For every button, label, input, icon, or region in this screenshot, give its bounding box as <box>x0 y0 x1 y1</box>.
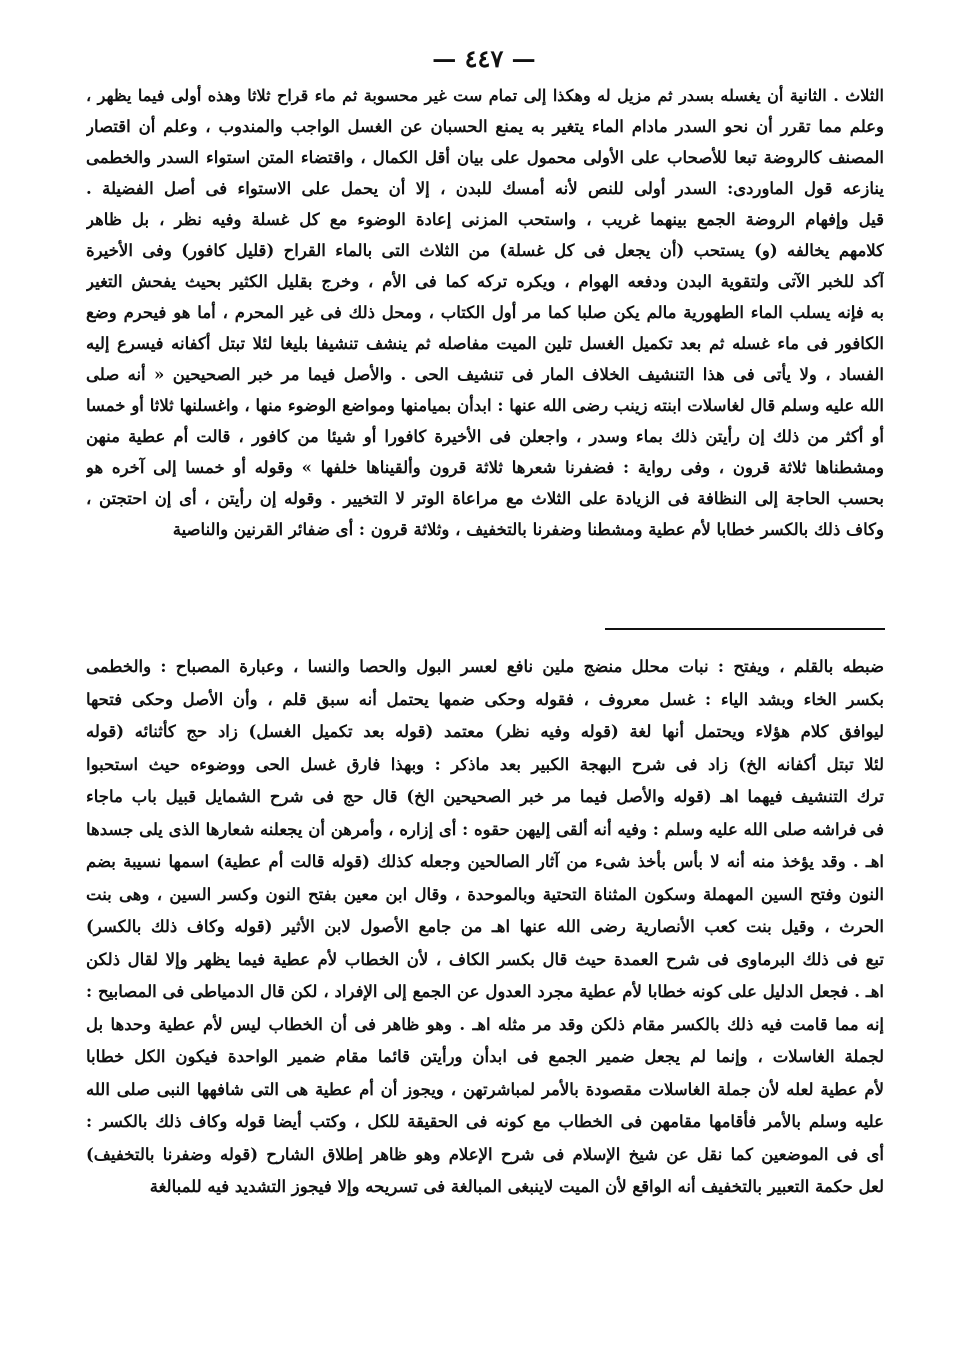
main-text-line: آكد للخبر الآتى ولتقوية البدن ودفعه الهوام ، ويكره تركه كما فى الأم ، وخرج بقليل الكثير بحيث يفحش التغير <box>86 272 884 291</box>
main-text-line: كلامهم يخالفه (و) يستحب (أن يجعل فى كل غسلة) من الثلاث التى بالماء القراح (قليل كافور) وفى الأخيرة <box>86 241 884 260</box>
main-text-block <box>86 80 884 545</box>
main-text-line: الله عليه وسلم قال لغاسلات ابنته زينب رضى الله عنها : ابدأن بميامنها ومواضع الوضوء منها ، واغسلنها ثلاثا أو خمسا <box>86 396 884 415</box>
commentary-line: اهـ . وقد يؤخذ منه أنه لا بأس بأخذ شىء من آثار الصالحين وجعله كذلك (قوله قالت أم عطية) اسمها نسيبة بضم <box>86 852 884 871</box>
commentary-line: أى فى الموضعين كما نقل عن شيخ الإسلام فى شرح الإعلام وهو ظاهر إطلاق الشارح (قوله وضفرنا بالتخفيف) <box>86 1144 884 1164</box>
commentary-line: لأم عطية لعله لأن جملة الغاسلات مقصودة بالأمر لمباشرتهن ، ويجوز أن أم عطية هى التى شافهها النبى صلى الله <box>86 1079 884 1099</box>
commentary-line: لعل حكمة التعبير بالتخفيف أنه الواقع لأن الميت لاينبغى المبالغة فى تسريحه وإلا فيجوز التشديد فيه للمبالغة <box>149 1177 884 1196</box>
commentary-line: إنه مما قامت فيه ذلك بالكسر مقام ذلكن وقد مر مثله اهـ . وهو ظاهر فى أن الخطاب ليس لأم عطية وحدها بل <box>86 1014 884 1034</box>
main-text-line: قيل وإفهام الروضة الجمع بينهما غريب ، واستحب المزنى إعادة الوضوء مع كل غسلة وفيه نظر ، بل ظاهر <box>86 210 884 229</box>
commentary-line: النون وفتح السين المهملة وسكون المثناة التحتية وبالموحدة ، وقال ابن معين بفتح النون وكسر السين ، وهى بنت <box>86 884 884 904</box>
commentary-line: اهـ . فجعل الدليل على كونه خطابا لأم عطية مجرد العدول عن الجمع إلى الإفراد ، لكن قال الدمياطى فى المصابيح : <box>86 982 884 1001</box>
footnote-separator <box>605 628 885 630</box>
main-text-line: به فإنه يسلب الماء الطهورية مالم يكن صلبا كما مر أول الكتاب ، ومحل ذلك فى غير المحرم ، أما هو فيحرم وضع <box>86 303 884 322</box>
commentary-line: بكسر الخاء وبشد الياء : غسل معروف ، فقوله وحكى ضمها يحتمل أنه سبق قلم ، وأن الأصل وحكى فتحها <box>86 689 884 709</box>
main-text-line: وكاف ذلك بالكسر خطابا لأم عطية ومشطنا وضفرنا بالتخفيف ، وثلاثة قرون : أى ضفائر القرنين والناصية <box>172 520 884 539</box>
main-text-line: بحسب الحاجة إلى النظافة فى الزيادة على الثلاث مع مراعاة الوتر لا التخيير . وقوله إن رأيتن ، أى إن احتجتن ، <box>86 489 884 508</box>
main-text-line: وعلم مما تقرر أن نحو السدر مادام الماء يتغير به يمنع الحسبان عن الغسل الواجب والمندوب ، وعلم أن اقتصار <box>86 117 884 136</box>
main-text-line: الكافور فى ماء غسله ثم بعد تكميل الغسل تلين الميت مفاصله ثم ينشف تنشيفا بليغا لئلا تبتل أكفانه فيسرع إليه <box>86 334 884 353</box>
commentary-line: عليه وسلم بالأمر فأقامها مقامهن فى الخطاب مع كونه فى الحقيقة للكل ، وكتب أيضا قوله وكاف ذلك بالكسر : <box>86 1112 884 1131</box>
main-text-line: ينازعه قول الماوردى: السدر أولى للنص لأنه أمسك للبدن ، إلا أن يحمل على الاستواء فى أصل الفضيلة . <box>86 179 884 198</box>
main-text-line: ومشطناها ثلاثة قرون ، وفى رواية : فضفرنا شعرها ثلاثة قرون وألقيناها خلفها » وقوله أو خمسا إلى آخره هو <box>86 458 884 477</box>
commentary-line: فى فراشه صلى الله عليه وسلم : وفيه أنه ألقى إليهن حقوه : أى إزاره ، وأمرهن أن يجعلنه شعارها الذى يلى جسدها <box>86 819 884 839</box>
commentary-block <box>86 651 884 1204</box>
commentary-line: لجملة الغاسلات ، وإنما لم يجعل ضمير الجمع فى ابدأن ورأيتن قائما مقام ضمير الواحدة فيكون الكل خطابا <box>86 1047 884 1066</box>
main-text-line: الثلاث . الثانية أن يغسله بسدر ثم مزيل له وهكذا إلى تمام ست غير محسوبة ثم ماء قراح ثلاثا وهذه أولى فيما يظهر ، <box>86 86 884 105</box>
commentary-line: تبع فى ذلك البرماوى فى شرح العمدة حيث قال بكسر الكاف ، لأن الخطاب لأم عطية فيما يظهر وإلا لقال ذلكن <box>86 949 884 969</box>
commentary-line: ليوافق كلام هؤلاء ويحتمل أنها لغة (قوله وفيه نظر) معتمد (قوله بعد تكميل الغسل) زاد حج كأثنائه (قوله <box>86 722 884 741</box>
commentary-line: الحرث ، وقيل بنت كعب الأنصارية رضى الله عنها اهـ من جامع الأصول لابن الأثير (قوله وكاف ذلك بالكسر) <box>86 917 884 936</box>
page-number: — ٤٤٧ — <box>432 44 536 73</box>
commentary-line: ضبطه بالقلم ، ويفتح : نبات محلل منضج ملين نافع لعسر البول والحصا والنسا ، وعبارة المصباح : والخطمى <box>86 657 884 676</box>
commentary-line: لئلا تبتل أكفانه الخ) زاد فى شرح البهجة الكبير بعد ماذكر : وبهذا فارق غسل الحى ووضوءه حيث استحبوا <box>86 754 884 774</box>
commentary-line: ترك التنشيف فيهما اهـ (قوله والأصل فيما مر خبر الصحيحين الخ) قال حج فى شرح الشمايل قبيل باب ماجاء <box>86 787 884 806</box>
main-text-line: أو أكثر من ذلك إن رأيتن ذلك بماء وسدر ، واجعلن فى الأخيرة كافورا أو شيئا من كافور ، قالت أم عطية منهن <box>86 427 884 446</box>
main-text-line: الفساد ، ولا يأتى فى هذا التنشيف الخلاف المار فى تنشيف الحى . والأصل فيما مر خبر الصحيحين « أنه صلى <box>86 365 884 384</box>
main-text-line: المصنف كالروضة تبعا للأصحاب على الأولى محمول على بيان أقل الكمال ، واقتضاء المتن استواء السدر والخطمى <box>86 148 884 167</box>
